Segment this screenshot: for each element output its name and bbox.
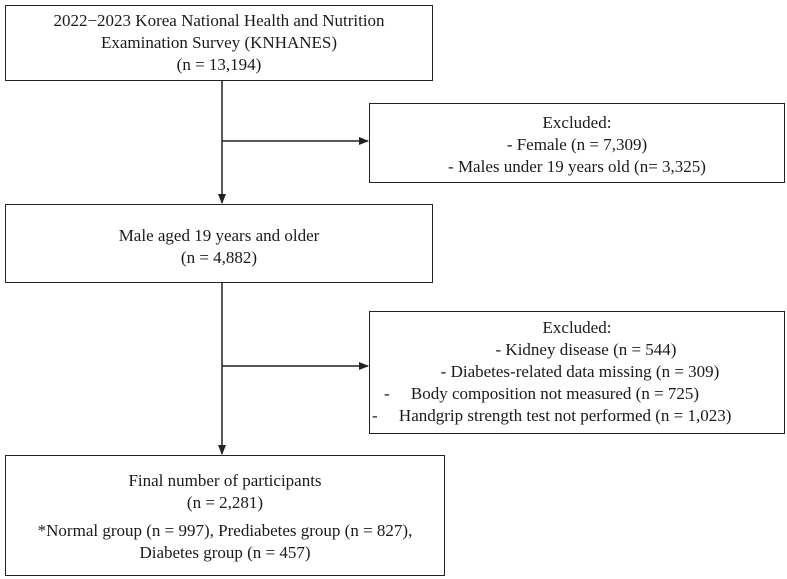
male-adults-label: Male aged 19 years and older xyxy=(118,226,320,245)
source-survey-box xyxy=(5,5,433,81)
source-title-line2: Examination Survey (KNHANES) xyxy=(100,33,338,52)
male-adults-count: (n = 4,882) xyxy=(180,248,258,267)
excluded1-item-female: - Female (n = 7,309) xyxy=(506,135,648,154)
final-groups-line2: Diabetes group (n = 457) xyxy=(139,543,311,562)
source-title-line1: 2022−2023 Korea National Health and Nutrition xyxy=(53,11,385,30)
excluded2-item-handgrip: - Handgrip strength test not performed (n = 1,023) xyxy=(372,406,732,425)
excluded-box-2 xyxy=(369,311,785,434)
final-label: Final number of participants xyxy=(128,471,322,490)
excluded1-item-under19: - Males under 19 years old (n= 3,325) xyxy=(448,157,706,176)
source-count: (n = 13,194) xyxy=(176,55,262,74)
excluded2-title: Excluded: xyxy=(542,318,612,337)
excluded2-item-diabetes-missing: - Diabetes-related data missing (n = 309) xyxy=(440,362,720,381)
male-adults-box xyxy=(5,204,433,283)
final-participants-box xyxy=(5,455,445,576)
excluded2-item-body-composition: - Body composition not measured (n = 725) xyxy=(384,384,700,403)
excluded-box-1 xyxy=(369,103,785,183)
excluded2-item-kidney: - Kidney disease (n = 544) xyxy=(495,340,677,359)
excluded1-title: Excluded: xyxy=(542,113,612,132)
final-count: (n = 2,281) xyxy=(186,493,264,512)
final-groups-line1: *Normal group (n = 997), Prediabetes group (n = 827), xyxy=(37,521,413,540)
